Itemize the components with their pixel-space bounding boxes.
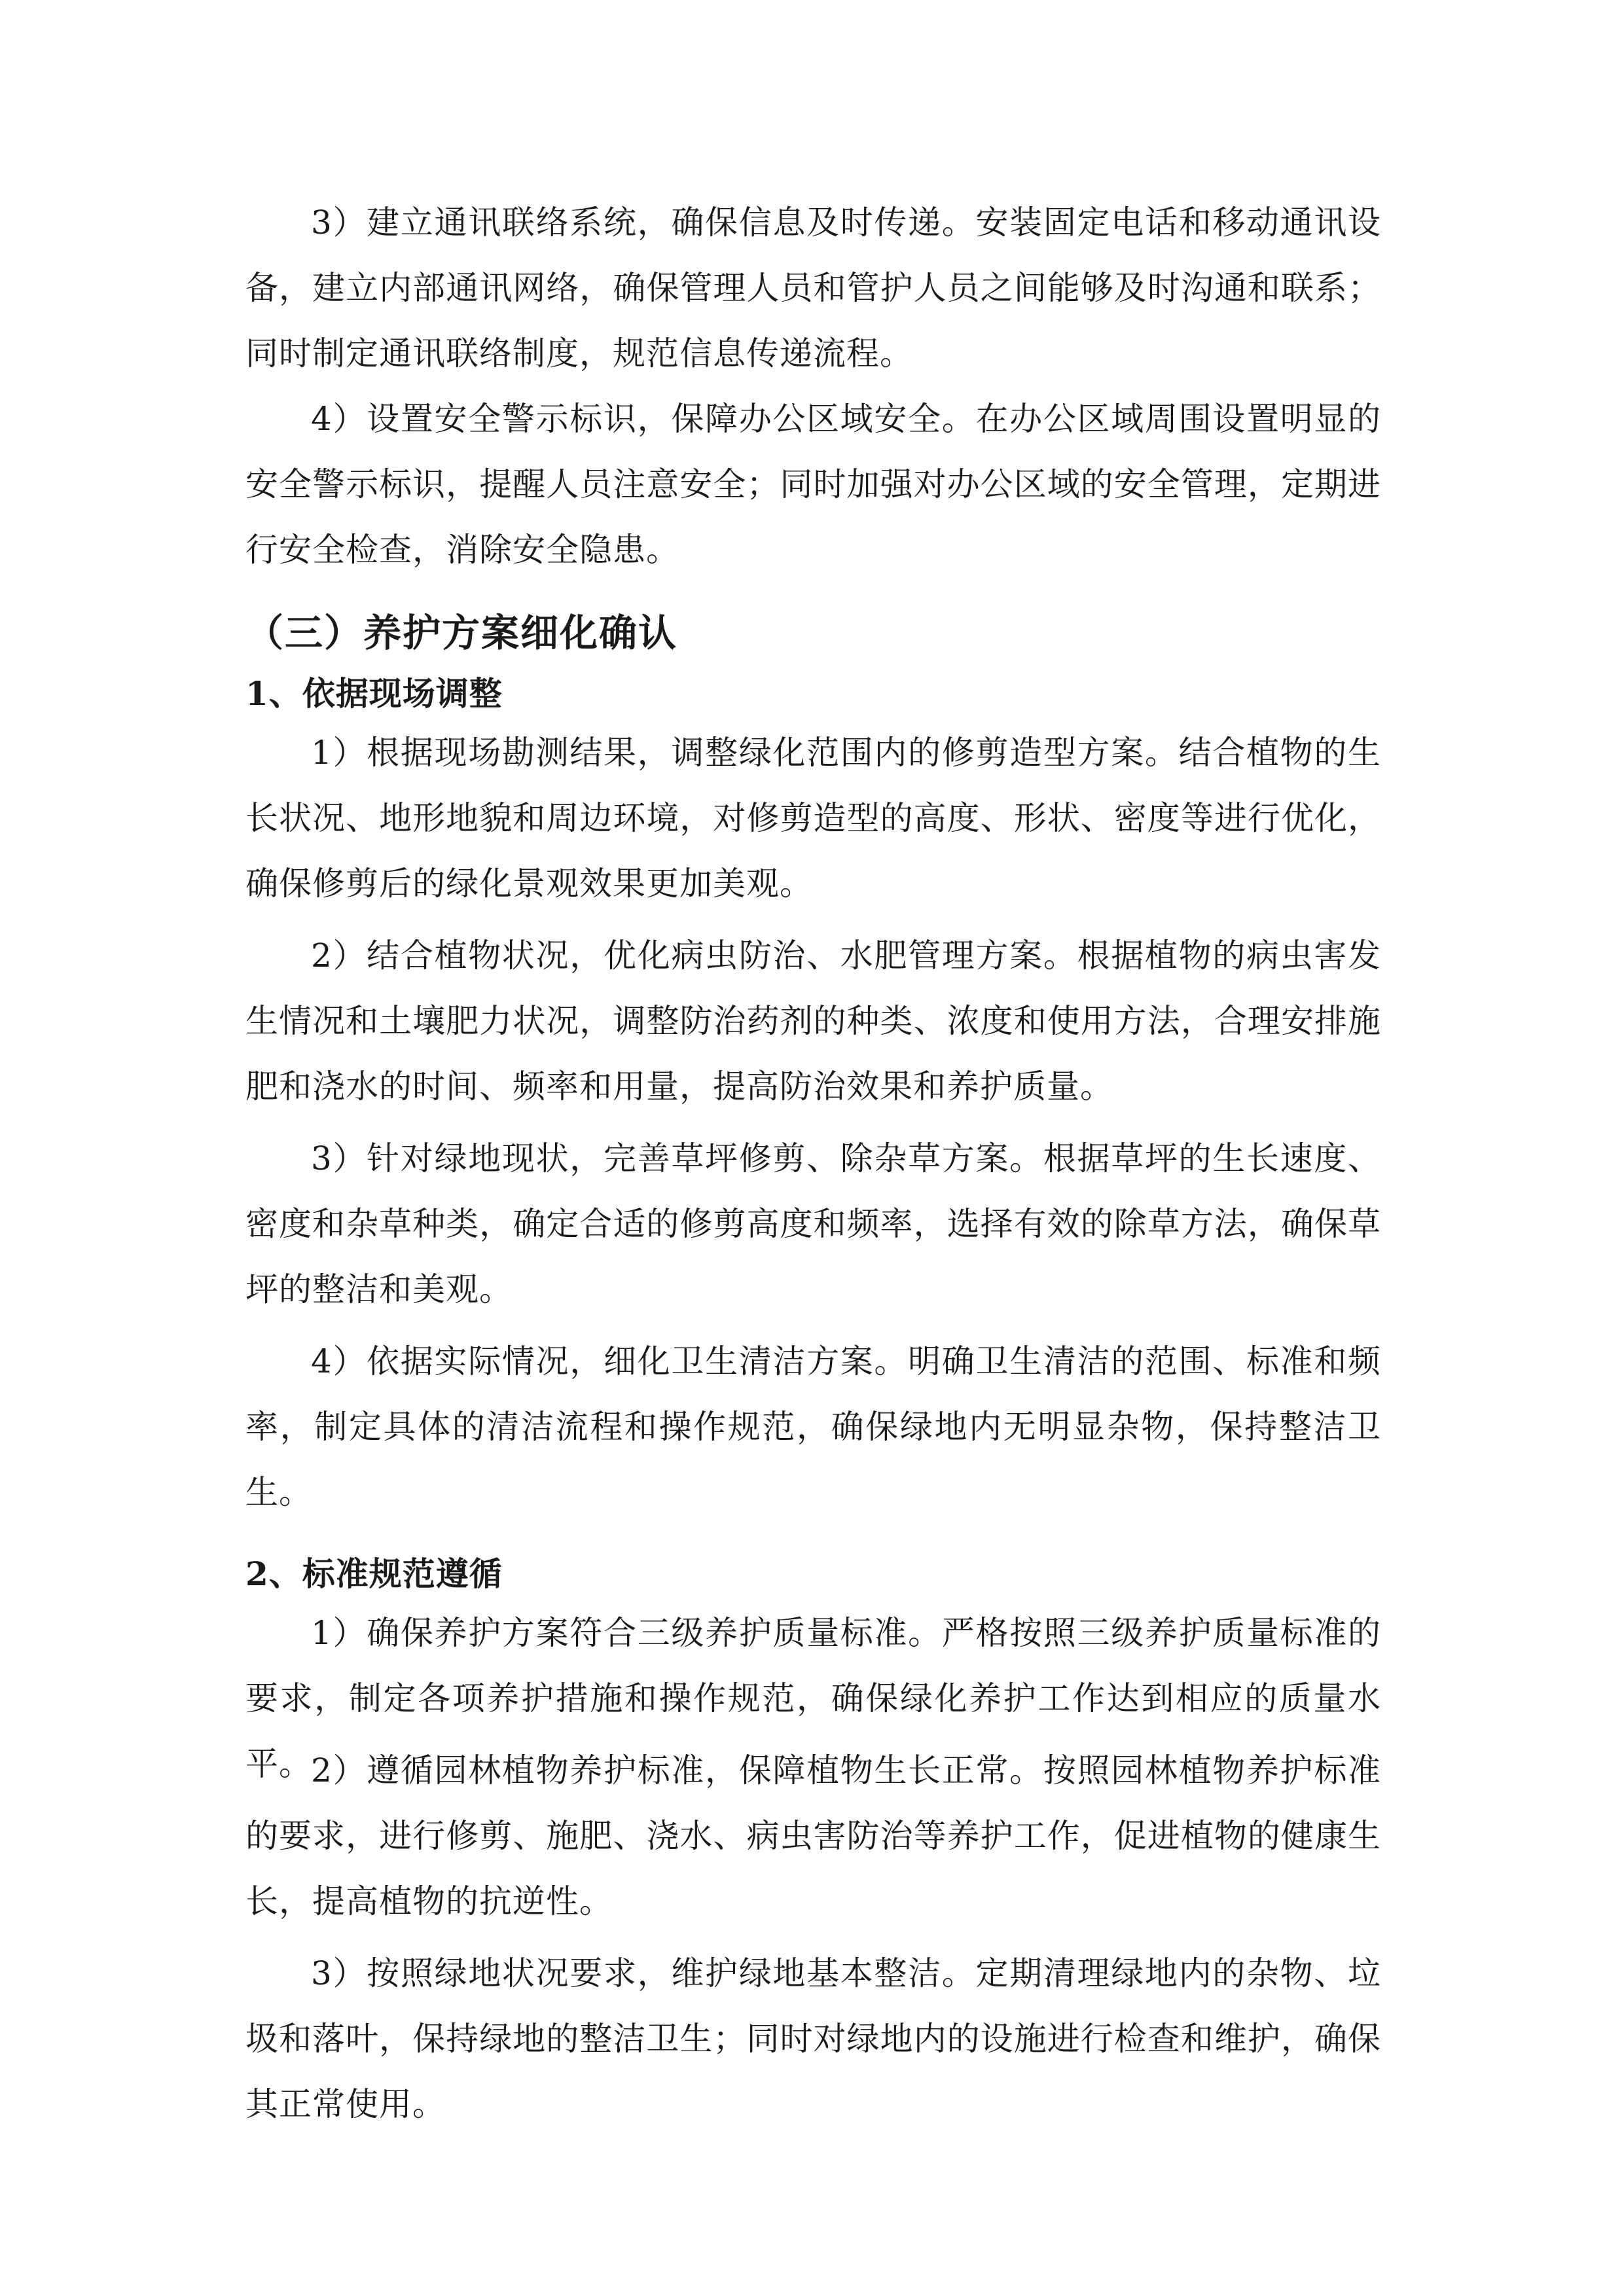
paragraph-communication-system: 3）建立通讯联络系统，确保信息及时传递。安装固定电话和移动通讯设备，建立内部通讯网络，确保管理人员和管护人员之间能够及时沟通和联系；同时制定通讯联络制度，规范信息传递流程。 — [245, 204, 1381, 372]
paragraph-plant-care-standard: 2）遵循园林植物养护标准，保障植物生长正常。按照园林植物养护标准的要求，进行修剪、施肥、浇水、病虫害防治等养护工作，促进植物的健康生长，提高植物的抗逆性。 — [245, 1751, 1381, 1920]
paragraph-greenland-cleanliness: 3）按照绿地状况要求，维护绿地基本整洁。定期清理绿地内的杂物、垃圾和落叶，保持绿地的整洁卫生；同时对绿地内的设施进行检查和维护，确保其正常使用。 — [245, 1954, 1381, 2123]
paragraph-lawn-weeding-plan: 3）针对绿地现状，完善草坪修剪、除杂草方案。根据草坪的生长速度、密度和杂草种类，确定合适的修剪高度和频率，选择有效的除草方法，确保草坪的整洁和美观。 — [245, 1139, 1381, 1308]
subheading-standards: 2、标准规范遵循 — [245, 1554, 503, 1593]
subheading-site-adjustment: 1、依据现场调整 — [245, 674, 503, 713]
paragraph-sanitation-plan: 4）依据实际情况，细化卫生清洁方案。明确卫生清洁的范围、标准和频率，制定具体的清洁流程和操作规范，确保绿地内无明显杂物，保持整洁卫生。 — [245, 1342, 1381, 1511]
paragraph-safety-signs: 4）设置安全警示标识，保障办公区域安全。在办公区域周围设置明显的安全警示标识，提醒人员注意安全；同时加强对办公区域的安全管理，定期进行安全检查，消除安全隐患。 — [245, 400, 1381, 569]
paragraph-grade-three-standard: 1）确保养护方案符合三级养护质量标准。严格按照三级养护质量标准的要求，制定各项养护措施和操作规范，确保绿化养护工作达到相应的质量水平。 — [245, 1614, 1381, 1783]
section-heading: （三）养护方案细化确认 — [245, 611, 678, 655]
paragraph-pest-fertilizer-plan: 2）结合植物状况，优化病虫防治、水肥管理方案。根据植物的病虫害发生情况和土壤肥力状况，调整防治药剂的种类、浓度和使用方法，合理安排施肥和浇水的时间、频率和用量，提高防治效果和养护质量。 — [245, 937, 1381, 1105]
paragraph-pruning-plan: 1）根据现场勘测结果，调整绿化范围内的修剪造型方案。结合植物的生长状况、地形地貌和周边环境，对修剪造型的高度、形状、密度等进行优化，确保修剪后的绿化景观效果更加美观。 — [245, 734, 1381, 903]
